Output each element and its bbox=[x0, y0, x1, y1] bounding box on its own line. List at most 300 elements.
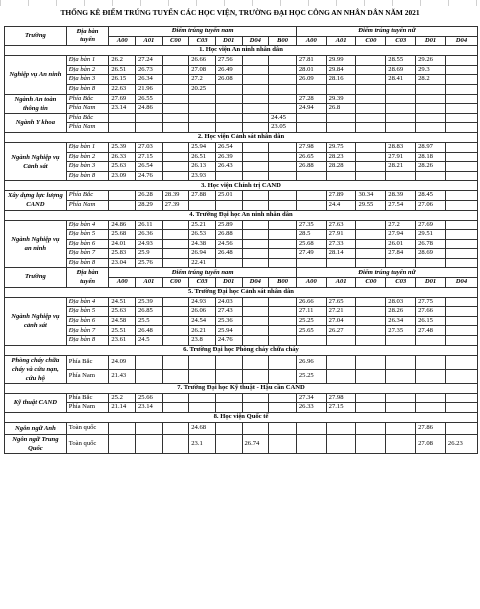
female-score-cell bbox=[356, 75, 386, 85]
area-cell: Phía Nam bbox=[66, 403, 109, 413]
female-score-cell: 26.66 bbox=[296, 297, 326, 307]
male-score-cell: 24.51 bbox=[109, 297, 136, 307]
female-score-cell: 28.26 bbox=[386, 307, 416, 317]
male-score-cell bbox=[162, 65, 189, 75]
male-score-cell: 26.11 bbox=[136, 220, 163, 230]
column-header-male-c03: C03 bbox=[189, 278, 216, 288]
female-score-cell: 27.81 bbox=[296, 56, 326, 66]
female-score-cell: 27.49 bbox=[296, 249, 326, 259]
male-score-cell: 22.63 bbox=[109, 84, 136, 94]
male-score-cell: 26.54 bbox=[215, 142, 242, 152]
female-score-cell bbox=[445, 239, 477, 249]
major-name: Ngành An toàn thông tin bbox=[5, 94, 67, 113]
admission-scores-table bbox=[4, 26, 478, 454]
table-row bbox=[5, 355, 478, 369]
section-row bbox=[5, 46, 478, 56]
table-row bbox=[5, 75, 478, 85]
female-score-cell bbox=[386, 393, 416, 403]
column-header-male-b00: B00 bbox=[269, 36, 297, 46]
column-header-male-c03: C03 bbox=[189, 36, 216, 46]
female-score-cell bbox=[356, 393, 386, 403]
male-score-cell bbox=[215, 113, 242, 123]
column-header-female-c00: C00 bbox=[356, 278, 386, 288]
major-name: Ngành Y khoa bbox=[5, 113, 67, 132]
male-score-cell bbox=[162, 326, 189, 336]
table-row bbox=[5, 113, 478, 123]
female-score-cell bbox=[445, 162, 477, 172]
male-score-cell bbox=[242, 355, 269, 369]
column-header-male-c00: C00 bbox=[162, 36, 189, 46]
female-score-cell: 25.25 bbox=[296, 316, 326, 326]
section-title: 1. Học viện An ninh nhân dân bbox=[5, 46, 478, 56]
male-score-cell bbox=[242, 326, 269, 336]
female-score-cell bbox=[445, 142, 477, 152]
area-cell: Địa bàn 5 bbox=[66, 230, 109, 240]
area-cell: Địa bàn 4 bbox=[66, 297, 109, 307]
male-score-cell bbox=[242, 56, 269, 66]
area-cell: Phía Nam bbox=[66, 123, 109, 133]
section-row bbox=[5, 412, 478, 422]
female-score-cell bbox=[356, 84, 386, 94]
female-score-cell bbox=[296, 434, 326, 453]
female-score-cell bbox=[416, 369, 446, 383]
male-score-cell bbox=[242, 369, 269, 383]
male-score-cell: 25.66 bbox=[136, 393, 163, 403]
column-header-male-b00: B00 bbox=[269, 278, 297, 288]
female-score-cell bbox=[356, 422, 386, 434]
female-score-cell: 26.8 bbox=[326, 104, 356, 114]
male-score-cell bbox=[189, 123, 216, 133]
male-score-cell bbox=[162, 142, 189, 152]
female-score-cell bbox=[445, 191, 477, 201]
page-title: THỐNG KÊ ĐIỂM TRÚNG TUYỂN CÁC HỌC VIỆN, TRƯỜNG ĐẠI HỌC CÔNG AN NHÂN DÂN NĂM 2021 bbox=[60, 8, 420, 17]
table-row bbox=[5, 316, 478, 326]
female-score-cell: 27.2 bbox=[386, 220, 416, 230]
column-header-female-d04: D04 bbox=[445, 278, 477, 288]
female-score-cell bbox=[445, 84, 477, 94]
male-score-cell bbox=[269, 56, 297, 66]
male-score-cell bbox=[269, 200, 297, 210]
female-score-cell: 28.5 bbox=[296, 230, 326, 240]
female-score-cell bbox=[445, 56, 477, 66]
male-score-cell bbox=[162, 369, 189, 383]
male-score-cell: 23.09 bbox=[109, 171, 136, 181]
male-score-cell: 24.68 bbox=[189, 422, 216, 434]
male-score-cell: 20.25 bbox=[189, 84, 216, 94]
column-header-school: Trường bbox=[5, 27, 67, 46]
male-score-cell: 27.2 bbox=[189, 75, 216, 85]
female-score-cell bbox=[386, 94, 416, 104]
male-score-cell bbox=[136, 422, 163, 434]
female-score-cell bbox=[416, 113, 446, 123]
female-score-cell: 27.91 bbox=[386, 152, 416, 162]
male-score-cell bbox=[269, 75, 297, 85]
area-cell: Địa bàn 6 bbox=[66, 239, 109, 249]
male-score-cell bbox=[269, 422, 297, 434]
female-score-cell bbox=[416, 104, 446, 114]
major-name: Kỹ thuật CAND bbox=[5, 393, 67, 412]
male-score-cell: 27.88 bbox=[189, 191, 216, 201]
female-score-cell: 29.55 bbox=[356, 200, 386, 210]
male-score-cell bbox=[162, 336, 189, 346]
male-score-cell bbox=[269, 142, 297, 152]
section-row bbox=[5, 132, 478, 142]
male-score-cell bbox=[242, 249, 269, 259]
male-score-cell: 25.36 bbox=[215, 316, 242, 326]
male-score-cell bbox=[136, 113, 163, 123]
male-score-cell: 22.41 bbox=[189, 258, 216, 268]
major-name: Ngành Nghiệp vụ an ninh bbox=[5, 220, 67, 268]
female-score-cell bbox=[386, 171, 416, 181]
male-score-cell bbox=[269, 369, 297, 383]
male-score-cell bbox=[215, 355, 242, 369]
column-header-male-d04: D04 bbox=[242, 278, 269, 288]
male-score-cell bbox=[242, 422, 269, 434]
female-score-cell bbox=[356, 171, 386, 181]
section-title: 5. Trường Đại học Cảnh sát nhân dân bbox=[5, 287, 478, 297]
male-score-cell: 25.94 bbox=[189, 142, 216, 152]
male-score-cell bbox=[242, 316, 269, 326]
table-row bbox=[5, 84, 478, 94]
male-score-cell: 23.14 bbox=[136, 403, 163, 413]
section-title: 6. Trường Đại học Phòng cháy chữa cháy bbox=[5, 345, 478, 355]
male-score-cell bbox=[242, 84, 269, 94]
male-score-cell bbox=[136, 355, 163, 369]
female-score-cell: 27.98 bbox=[326, 393, 356, 403]
area-cell: Địa bàn 3 bbox=[66, 162, 109, 172]
male-score-cell bbox=[162, 355, 189, 369]
male-score-cell: 26.13 bbox=[189, 162, 216, 172]
male-score-cell bbox=[162, 75, 189, 85]
area-cell: Phía Nam bbox=[66, 104, 109, 114]
male-score-cell: 26.2 bbox=[109, 56, 136, 66]
area-cell: Địa bàn 7 bbox=[66, 249, 109, 259]
column-header-male-a00: A00 bbox=[109, 278, 136, 288]
male-score-cell bbox=[189, 393, 216, 403]
male-score-cell bbox=[269, 171, 297, 181]
female-score-cell: 26.01 bbox=[386, 239, 416, 249]
female-score-cell: 26.23 bbox=[445, 434, 477, 453]
female-score-cell bbox=[386, 403, 416, 413]
table-row bbox=[5, 191, 478, 201]
female-score-cell bbox=[326, 434, 356, 453]
male-score-cell bbox=[215, 104, 242, 114]
female-score-cell bbox=[445, 152, 477, 162]
section-row bbox=[5, 383, 478, 393]
female-score-cell: 28.97 bbox=[416, 142, 446, 152]
female-score-cell: 27.65 bbox=[326, 297, 356, 307]
female-score-cell bbox=[386, 258, 416, 268]
female-score-cell bbox=[356, 316, 386, 326]
male-score-cell bbox=[215, 84, 242, 94]
female-score-cell bbox=[356, 104, 386, 114]
major-name: Ngôn ngữ Trung Quốc bbox=[5, 434, 67, 453]
male-score-cell: 24.58 bbox=[109, 316, 136, 326]
female-score-cell: 28.83 bbox=[386, 142, 416, 152]
female-score-cell: 27.21 bbox=[326, 307, 356, 317]
area-cell: Địa bàn 7 bbox=[66, 326, 109, 336]
male-score-cell bbox=[269, 104, 297, 114]
table-row bbox=[5, 171, 478, 181]
female-score-cell bbox=[296, 191, 326, 201]
female-score-cell: 25.65 bbox=[296, 326, 326, 336]
female-score-cell bbox=[445, 422, 477, 434]
male-score-cell bbox=[215, 403, 242, 413]
male-score-cell bbox=[242, 230, 269, 240]
male-score-cell bbox=[242, 171, 269, 181]
column-header-female-a01: A01 bbox=[326, 36, 356, 46]
table-row bbox=[5, 249, 478, 259]
male-score-cell bbox=[162, 403, 189, 413]
male-score-cell: 27.69 bbox=[109, 94, 136, 104]
male-score-cell bbox=[109, 113, 136, 123]
male-score-cell: 25.39 bbox=[136, 297, 163, 307]
major-name: Ngành Nghiệp vụ Cảnh sát bbox=[5, 142, 67, 180]
male-score-cell: 24.5 bbox=[136, 336, 163, 346]
female-score-cell bbox=[445, 355, 477, 369]
male-score-cell: 28.29 bbox=[136, 200, 163, 210]
female-score-cell bbox=[356, 65, 386, 75]
column-header-school: Trường bbox=[5, 268, 67, 287]
area-cell: Địa bàn 8 bbox=[66, 336, 109, 346]
column-header-female-a00: A00 bbox=[296, 278, 326, 288]
section-title: 7. Trường Đại học Kỹ thuật - Hậu cần CAND bbox=[5, 383, 478, 393]
female-score-cell bbox=[445, 75, 477, 85]
male-score-cell: 24.76 bbox=[215, 336, 242, 346]
female-score-cell: 27.54 bbox=[386, 200, 416, 210]
male-score-cell: 25.51 bbox=[109, 326, 136, 336]
female-score-cell bbox=[445, 316, 477, 326]
male-score-cell bbox=[242, 393, 269, 403]
female-score-cell: 27.86 bbox=[416, 422, 446, 434]
male-score-cell bbox=[269, 249, 297, 259]
male-score-cell: 25.21 bbox=[189, 220, 216, 230]
female-score-cell: 26.27 bbox=[326, 326, 356, 336]
spreadsheet-gridlines bbox=[0, 0, 480, 6]
male-score-cell bbox=[269, 94, 297, 104]
female-score-cell bbox=[326, 113, 356, 123]
table-row bbox=[5, 422, 478, 434]
female-score-cell bbox=[416, 94, 446, 104]
column-group-male: Điểm trúng tuyển nam bbox=[109, 27, 296, 37]
female-score-cell: 28.21 bbox=[386, 162, 416, 172]
male-score-cell: 26.94 bbox=[189, 249, 216, 259]
female-score-cell bbox=[356, 152, 386, 162]
section-row bbox=[5, 345, 478, 355]
female-score-cell bbox=[445, 403, 477, 413]
female-score-cell bbox=[326, 369, 356, 383]
table-row bbox=[5, 200, 478, 210]
table-row bbox=[5, 162, 478, 172]
female-score-cell: 28.01 bbox=[296, 65, 326, 75]
male-score-cell bbox=[162, 220, 189, 230]
female-score-cell bbox=[356, 142, 386, 152]
female-score-cell bbox=[356, 369, 386, 383]
section-row bbox=[5, 181, 478, 191]
female-score-cell bbox=[445, 171, 477, 181]
column-header-male-d01: D01 bbox=[215, 278, 242, 288]
male-score-cell: 26.51 bbox=[189, 152, 216, 162]
table-row bbox=[5, 434, 478, 453]
male-score-cell: 26.66 bbox=[189, 56, 216, 66]
table-row bbox=[5, 393, 478, 403]
male-score-cell bbox=[162, 171, 189, 181]
female-score-cell bbox=[356, 258, 386, 268]
area-cell: Địa bàn 2 bbox=[66, 65, 109, 75]
male-score-cell bbox=[269, 84, 297, 94]
area-cell: Phía Nam bbox=[66, 369, 109, 383]
column-header-male-d04: D04 bbox=[242, 36, 269, 46]
female-score-cell: 28.28 bbox=[326, 162, 356, 172]
male-score-cell: 26.48 bbox=[215, 249, 242, 259]
male-score-cell: 21.14 bbox=[109, 403, 136, 413]
female-score-cell bbox=[445, 230, 477, 240]
column-header-male-a01: A01 bbox=[136, 278, 163, 288]
female-score-cell: 27.15 bbox=[326, 403, 356, 413]
male-score-cell: 26.28 bbox=[136, 191, 163, 201]
female-score-cell bbox=[386, 104, 416, 114]
column-header-male-a01: A01 bbox=[136, 36, 163, 46]
female-score-cell: 29.99 bbox=[326, 56, 356, 66]
male-score-cell bbox=[109, 200, 136, 210]
male-score-cell bbox=[269, 307, 297, 317]
female-score-cell bbox=[356, 94, 386, 104]
male-score-cell: 25.63 bbox=[109, 307, 136, 317]
female-score-cell bbox=[326, 123, 356, 133]
female-score-cell bbox=[445, 307, 477, 317]
section-row bbox=[5, 210, 478, 220]
male-score-cell: 26.49 bbox=[215, 65, 242, 75]
female-score-cell: 27.35 bbox=[296, 220, 326, 230]
male-score-cell: 27.08 bbox=[189, 65, 216, 75]
male-score-cell: 23.04 bbox=[109, 258, 136, 268]
male-score-cell bbox=[189, 355, 216, 369]
female-score-cell: 26.88 bbox=[296, 162, 326, 172]
male-score-cell: 26.88 bbox=[215, 230, 242, 240]
male-score-cell: 23.61 bbox=[109, 336, 136, 346]
male-score-cell bbox=[269, 355, 297, 369]
female-score-cell: 26.34 bbox=[386, 316, 416, 326]
female-score-cell: 27.06 bbox=[416, 200, 446, 210]
female-score-cell: 25.25 bbox=[296, 369, 326, 383]
female-score-cell: 28.14 bbox=[326, 249, 356, 259]
female-score-cell: 27.33 bbox=[326, 239, 356, 249]
table-row bbox=[5, 94, 478, 104]
female-score-cell bbox=[296, 171, 326, 181]
male-score-cell bbox=[162, 162, 189, 172]
table-row bbox=[5, 297, 478, 307]
female-score-cell: 25.68 bbox=[296, 239, 326, 249]
female-score-cell bbox=[445, 104, 477, 114]
male-score-cell bbox=[242, 75, 269, 85]
area-cell: Phía Nam bbox=[66, 200, 109, 210]
female-score-cell bbox=[356, 307, 386, 317]
male-score-cell: 24.54 bbox=[189, 316, 216, 326]
male-score-cell bbox=[269, 258, 297, 268]
area-cell: Toàn quốc bbox=[66, 434, 109, 453]
female-score-cell: 27.34 bbox=[296, 393, 326, 403]
table-row bbox=[5, 403, 478, 413]
column-header-male-a00: A00 bbox=[109, 36, 136, 46]
male-score-cell: 26.34 bbox=[136, 75, 163, 85]
male-score-cell bbox=[242, 200, 269, 210]
column-header-male-d01: D01 bbox=[215, 36, 242, 46]
female-score-cell bbox=[326, 171, 356, 181]
male-score-cell: 24.45 bbox=[269, 113, 297, 123]
table-row bbox=[5, 307, 478, 317]
column-header-female-d01: D01 bbox=[416, 36, 446, 46]
female-score-cell: 27.28 bbox=[296, 94, 326, 104]
male-score-cell bbox=[215, 434, 242, 453]
male-score-cell bbox=[242, 307, 269, 317]
male-score-cell: 23.14 bbox=[109, 104, 136, 114]
male-score-cell bbox=[269, 336, 297, 346]
male-score-cell: 26.48 bbox=[136, 326, 163, 336]
female-score-cell bbox=[356, 249, 386, 259]
table-row bbox=[5, 258, 478, 268]
column-header-area: Địa bàn tuyển bbox=[66, 27, 109, 46]
male-score-cell bbox=[269, 403, 297, 413]
male-score-cell bbox=[162, 123, 189, 133]
male-score-cell: 26.55 bbox=[136, 94, 163, 104]
male-score-cell: 28.39 bbox=[162, 191, 189, 201]
female-score-cell bbox=[416, 403, 446, 413]
female-score-cell bbox=[445, 326, 477, 336]
male-score-cell bbox=[269, 434, 297, 453]
male-score-cell bbox=[162, 249, 189, 259]
female-score-cell bbox=[445, 200, 477, 210]
male-score-cell bbox=[242, 220, 269, 230]
male-score-cell bbox=[269, 152, 297, 162]
female-score-cell: 29.3 bbox=[416, 65, 446, 75]
female-score-cell: 27.66 bbox=[416, 307, 446, 317]
male-score-cell: 26.21 bbox=[189, 326, 216, 336]
female-score-cell: 26.78 bbox=[416, 239, 446, 249]
female-score-cell bbox=[416, 355, 446, 369]
female-score-cell: 29.51 bbox=[416, 230, 446, 240]
female-score-cell bbox=[386, 434, 416, 453]
area-cell: Địa bàn 8 bbox=[66, 258, 109, 268]
female-score-cell bbox=[296, 200, 326, 210]
female-score-cell bbox=[386, 113, 416, 123]
female-score-cell bbox=[445, 393, 477, 403]
female-score-cell: 27.35 bbox=[386, 326, 416, 336]
male-score-cell: 24.93 bbox=[189, 297, 216, 307]
female-score-cell bbox=[386, 336, 416, 346]
male-score-cell bbox=[215, 123, 242, 133]
male-score-cell: 27.24 bbox=[136, 56, 163, 66]
female-score-cell: 29.75 bbox=[326, 142, 356, 152]
area-cell: Địa bàn 4 bbox=[66, 220, 109, 230]
male-score-cell bbox=[162, 307, 189, 317]
female-score-cell bbox=[386, 422, 416, 434]
male-score-cell bbox=[189, 200, 216, 210]
column-group-female: Điểm trúng tuyển nữ bbox=[296, 27, 477, 37]
male-score-cell: 27.56 bbox=[215, 56, 242, 66]
female-score-cell: 24.94 bbox=[296, 104, 326, 114]
area-cell: Toàn quốc bbox=[66, 422, 109, 434]
female-score-cell bbox=[296, 84, 326, 94]
female-score-cell bbox=[445, 94, 477, 104]
area-cell: Địa bàn 5 bbox=[66, 307, 109, 317]
male-score-cell bbox=[242, 297, 269, 307]
female-score-cell bbox=[356, 56, 386, 66]
female-score-cell bbox=[386, 123, 416, 133]
female-score-cell bbox=[356, 162, 386, 172]
female-score-cell: 28.39 bbox=[386, 191, 416, 201]
male-score-cell bbox=[189, 113, 216, 123]
female-score-cell: 27.48 bbox=[416, 326, 446, 336]
